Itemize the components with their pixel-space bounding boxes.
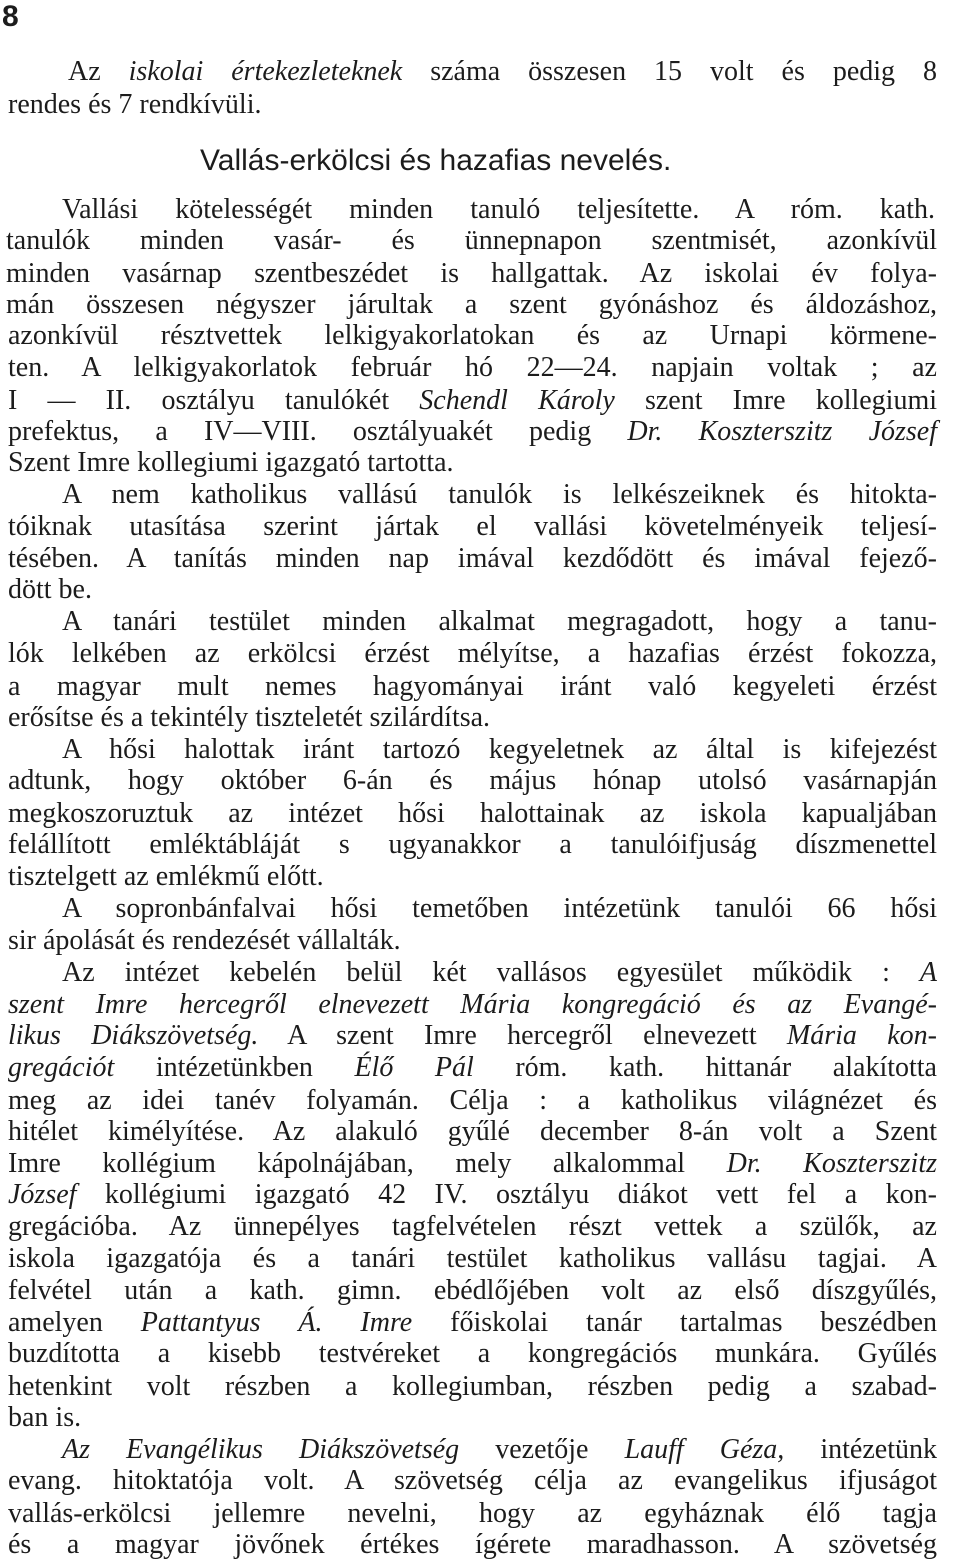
text-run: főiskolai tanár tartalmas beszédben <box>412 1307 938 1338</box>
text-line <box>0 1527 960 1563</box>
text-run: és a magyar jövőnek értékes ígérete maradhasson. A szövetség <box>8 1529 937 1560</box>
text-run: A szent Imre hercegről elnevezett <box>258 1020 787 1051</box>
text-run: minden vasárnap szentbeszédet is hallgattak. Az iskolai év folya- <box>6 258 937 289</box>
text-run: meg az idei tanév folyamán. Célja : a katholikus világnézet és <box>8 1085 937 1116</box>
text-run: azonkívül résztvettek lelkigyakorlatokan és az Urnapi körmene- <box>8 320 937 351</box>
text-line <box>0 1241 960 1277</box>
line-text <box>8 923 401 959</box>
text-run: Vallás-erkölcsi és hazafias nevelés. <box>200 144 672 177</box>
text-run: felvétel után a kath. gimn. ebédlőjében volt az első díszgyűlés, <box>8 1275 937 1306</box>
italic-text-run: szent Imre hercegről elnevezett Mária kongregáció és az Evangé- <box>8 989 937 1020</box>
text-run: mán összesen négyszer járultak a szent gyónáshoz és áldozáshoz, <box>6 289 937 320</box>
text-line <box>0 1114 960 1150</box>
italic-text-run: Pattantyus Á. Imre <box>140 1307 413 1338</box>
text-run: prefektus, a IV—VIII. osztályuakét pedig <box>8 416 628 447</box>
text-run: szent Imre kollegiumi <box>614 385 938 416</box>
text-line <box>0 1463 960 1499</box>
text-run: Imre kollégium kápolnájában, mely alkalommal <box>8 1148 727 1179</box>
text-line <box>0 1400 960 1436</box>
text-run: Az <box>68 56 129 87</box>
italic-text-run: iskolai értekezleteknek <box>128 56 403 87</box>
line-text <box>8 1114 937 1150</box>
text-line <box>0 572 960 608</box>
italic-text-run: likus Diákszövetség. <box>8 1020 259 1051</box>
italic-text-run: Mária kon- <box>786 1020 937 1051</box>
text-run: tésében. A tanítás minden nap imával kezdődött és imával fejező- <box>8 543 937 574</box>
line-text <box>62 955 937 991</box>
text-line <box>0 955 960 991</box>
text-run: I — II. osztályu tanulókét <box>8 385 420 416</box>
line-text <box>8 1241 937 1277</box>
text-line <box>0 1050 960 1086</box>
section-heading <box>200 143 671 179</box>
text-run: megkoszoruztuk az intézet hősi halottainak az iskola kapualjában <box>8 798 937 829</box>
text-line <box>0 1177 960 1213</box>
text-run: intézetünkben <box>114 1052 355 1083</box>
italic-text-run: Lauff Géza, <box>624 1434 785 1465</box>
line-text <box>8 1527 937 1563</box>
line-text <box>6 223 937 259</box>
line-text <box>8 763 937 799</box>
italic-text-run: Dr. Koszterszitz József <box>627 416 938 447</box>
text-run: evang. hitoktatója volt. A szövetség célja az evangelikus ifjuságot <box>8 1465 937 1496</box>
text-line <box>0 891 960 927</box>
text-line <box>0 827 960 863</box>
text-line <box>0 350 960 386</box>
italic-text-run: gregációt <box>8 1052 115 1083</box>
text-line <box>0 445 960 481</box>
line-text <box>8 1050 937 1086</box>
text-line <box>0 509 960 545</box>
text-run: róm. kath. hittanár alakította <box>473 1052 937 1083</box>
italic-text-run: Dr. Koszterszitz <box>726 1148 937 1179</box>
text-run: adtunk, hogy október 6-án és május hónap utolsó vasárnapján <box>8 765 937 796</box>
text-run: A nem katholikus vallású tanulók is lelkészeiknek és hitokta- <box>62 479 937 510</box>
line-text <box>8 1273 937 1309</box>
line-text <box>8 350 937 386</box>
line-text <box>8 859 324 895</box>
text-run: felállított emléktábláját s ugyanakkor a tanulóifjuság díszmenettel <box>8 829 937 860</box>
text-run: A hősi halottak iránt tartozó kegyeletnek az által is kifejezést <box>62 734 937 765</box>
line-text <box>62 891 937 927</box>
text-run: erősítse és a tekintély tiszteletét szilárdítsa. <box>8 702 491 733</box>
line-text <box>8 827 937 863</box>
text-line <box>0 1273 960 1309</box>
line-text <box>68 54 937 90</box>
text-run: sir ápolását és rendezését vállalták. <box>8 925 401 956</box>
text-run: száma összesen 15 volt és pedig 8 <box>402 56 937 87</box>
text-run: ten. A lelkigyakorlatok február hó 22—24. napjain voltak ; az <box>8 352 937 383</box>
text-line <box>0 477 960 513</box>
text-run: A tanári testület minden alkalmat megragadott, hogy a tanu- <box>62 606 937 637</box>
line-text <box>8 572 92 608</box>
line-text <box>8 1463 937 1499</box>
text-run: gregációba. Az ünnepélyes tagfelvételen részt vettek a szülők, az <box>8 1211 937 1242</box>
text-run: dött be. <box>8 574 92 605</box>
text-run: Szent Imre kollegiumi igazgató tartotta. <box>8 447 454 478</box>
text-run: amelyen <box>8 1307 141 1338</box>
text-run: hitélet kimélyítése. Az alakuló gyűlé december 8-án volt a Szent <box>8 1116 937 1147</box>
text-run: iskola igazgatója és a tanári testület katholikus vallásu tagjai. A <box>8 1243 937 1274</box>
text-run: lók lelkében az erkölcsi érzést mélyítse, a hazafias érzést fokozza, <box>8 638 937 669</box>
page-number: 8 <box>2 0 19 33</box>
text-run: vallás-erkölcsi jellemre nevelni, hogy az egyháznak élő tagja <box>8 1498 937 1529</box>
italic-text-run: Schendl Károly <box>419 385 615 416</box>
text-line <box>0 604 960 640</box>
line-text <box>8 318 937 354</box>
text-run: intézetünk <box>784 1434 937 1465</box>
line-text <box>8 87 262 123</box>
text-line <box>0 318 960 354</box>
text-line <box>0 223 960 259</box>
text-line <box>0 1336 960 1372</box>
text-run: Vallási kötelességét minden tanuló teljesítette. A róm. kath. <box>62 194 935 225</box>
text-line <box>0 87 960 123</box>
text-run: vezetője <box>459 1434 625 1465</box>
text-line <box>0 54 960 90</box>
line-text <box>8 1336 937 1372</box>
text-run: ban is. <box>8 1402 82 1433</box>
text-run: tisztelgett az emlékmű előtt. <box>8 861 324 892</box>
text-run: kollégiumi igazgató 42 IV. osztályu diákot vett fel a kon- <box>76 1179 937 1210</box>
line-text <box>62 604 937 640</box>
line-text <box>8 509 937 545</box>
text-line <box>0 636 960 672</box>
line-text <box>8 1400 81 1436</box>
text-run: tóiknak utasítása szerint jártak el vallási követelményeik teljesí- <box>8 511 937 542</box>
italic-text-run: Élő Pál <box>354 1052 474 1083</box>
text-run: Az intézet kebelén belül két vallásos egyesület működik : <box>62 957 920 988</box>
line-text <box>8 636 937 672</box>
text-run: rendes és 7 rendkívüli. <box>8 89 262 120</box>
italic-text-run: József <box>8 1179 77 1210</box>
text-line <box>0 700 960 736</box>
text-line <box>0 859 960 895</box>
text-run: buzdította a kisebb testvéreket a kongregációs munkára. Gyűlés <box>8 1338 937 1369</box>
line-text <box>8 1177 937 1213</box>
text-line <box>0 143 960 179</box>
italic-text-run: Az Evangélikus Diákszövetség <box>62 1434 460 1465</box>
line-text <box>8 1209 937 1245</box>
text-line <box>0 923 960 959</box>
text-line <box>0 1018 960 1054</box>
text-run: tanulók minden vasár- és ünnepnapon szentmisét, azonkívül <box>6 225 937 256</box>
text-line <box>0 1209 960 1245</box>
italic-text-run: A <box>919 957 937 988</box>
line-text <box>8 1018 937 1054</box>
line-text <box>8 445 454 481</box>
line-text <box>8 700 490 736</box>
text-run: A sopronbánfalvai hősi temetőben intézetünk tanulói 66 hősi <box>62 893 937 924</box>
line-text <box>62 477 937 513</box>
text-line <box>0 763 960 799</box>
text-run: a magyar mult nemes hagyományai iránt való kegyeleti érzést <box>8 671 937 702</box>
text-run: hetenkint volt részben a kollegiumban, részben pedig a szabad- <box>8 1371 937 1402</box>
